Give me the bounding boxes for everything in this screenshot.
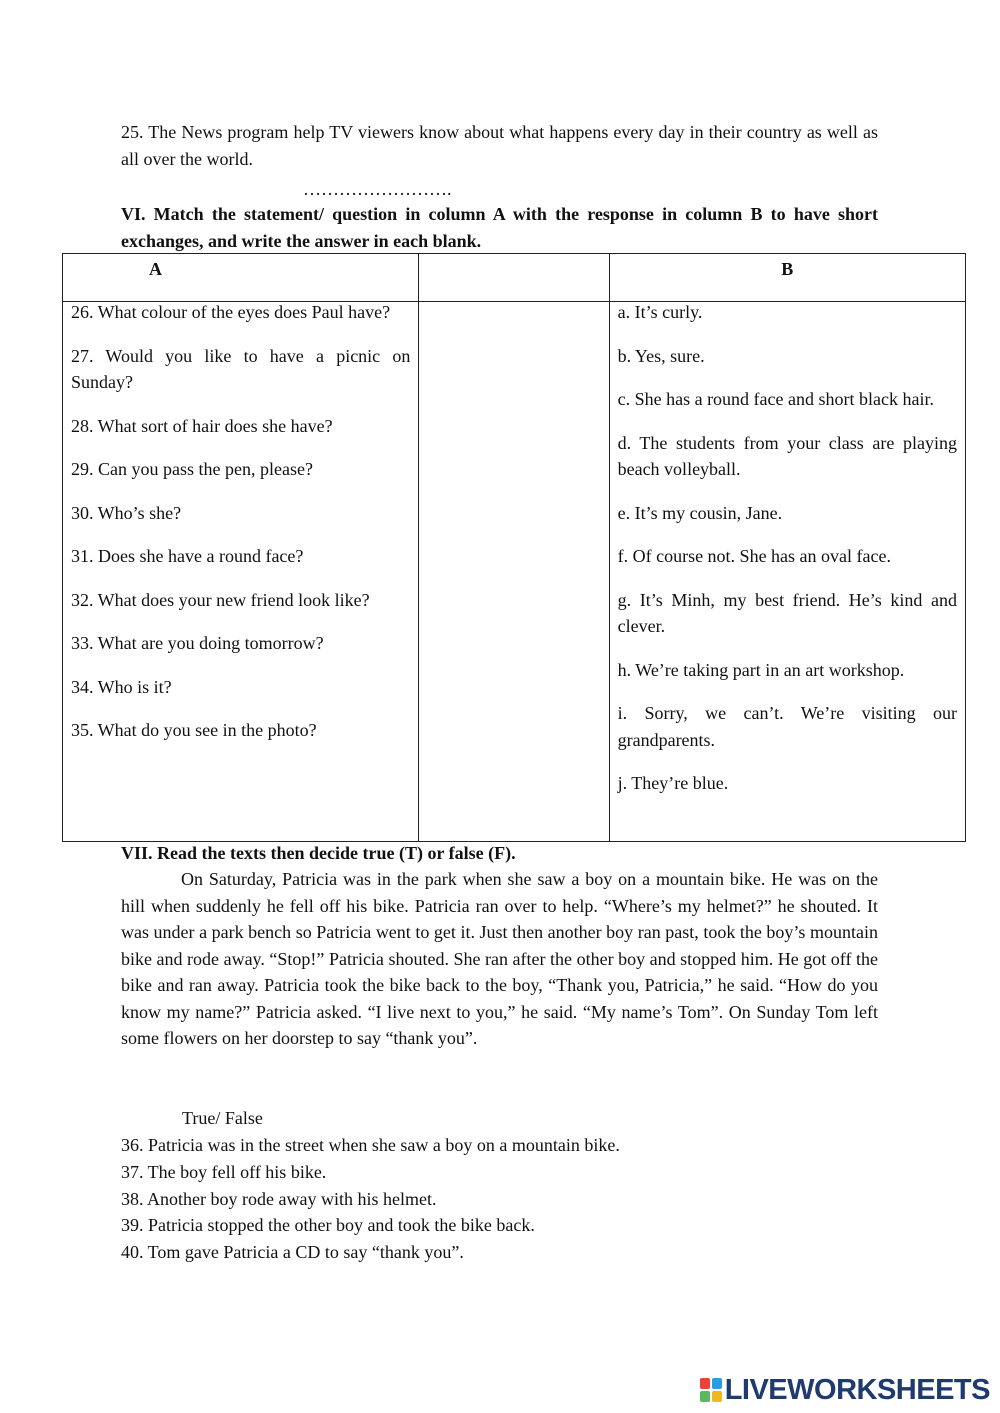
statement-item: 39. Patricia stopped the other boy and took the bike back. <box>121 1215 535 1236</box>
true-false-label: True/ False <box>182 1108 263 1128</box>
column-b-item: a. It’s curly. <box>617 302 703 322</box>
column-a-item: 26. What colour of the eyes does Paul have? <box>71 302 391 322</box>
statement-item: 38. Another boy rode away with his helmet. <box>121 1188 437 1209</box>
column-a-item: 31. Does she have a round face? <box>71 546 304 566</box>
column-b-item: e. It’s my cousin, Jane. <box>617 502 783 523</box>
column-b-item: g. It’s Minh, my best friend. He’s kind and clever. <box>617 589 957 636</box>
column-b-list <box>610 299 965 797</box>
statement-item: 37. The boy fell off his bike. <box>121 1161 327 1182</box>
column-b-item: i. Sorry, we can’t. We’re visiting our grandparents. <box>617 703 957 750</box>
column-b-item: f. Of course not. She has an oval face. <box>617 546 891 566</box>
question-25: 25. The News program help TV viewers know about what happens every day in their country as well as all over the world. <box>121 122 878 169</box>
answer-column-header <box>419 254 609 302</box>
column-a-list <box>63 299 418 744</box>
column-b-item: d. The students from your class are playing beach volleyball. <box>617 432 957 479</box>
section-7-heading: VII. Read the texts then decide true (T) or false (F). <box>121 843 516 863</box>
statement-item: 40. Tom gave Patricia a CD to say “thank you”. <box>121 1242 464 1263</box>
section-6-heading: VI. Match the statement/ question in column A with the response in column B to have short exchanges, and write the answer in each blank. <box>121 204 878 251</box>
answer-blank-cell[interactable] <box>419 302 609 842</box>
column-a-item: 34. Who is it? <box>71 676 172 697</box>
column-a-item: 28. What sort of hair does she have? <box>71 415 333 436</box>
true-false-statements <box>121 1132 878 1266</box>
column-a-item: 32. What does your new friend look like? <box>71 589 370 610</box>
column-a-item: 27. Would you like to have a picnic on Sunday? <box>71 345 411 392</box>
column-a-header: A <box>63 254 419 302</box>
statement-item: 36. Patricia was in the street when she saw a boy on a mountain bike. <box>121 1135 620 1155</box>
column-a-item: 33. What are you doing tomorrow? <box>71 633 324 653</box>
column-a-item: 30. Who’s she? <box>71 502 182 523</box>
column-b-header: B <box>609 254 965 302</box>
column-b-item: b. Yes, sure. <box>617 345 705 366</box>
column-b-item: j. They’re blue. <box>617 773 729 793</box>
column-b-cell <box>609 302 965 842</box>
logo-mark-icon <box>700 1378 722 1402</box>
answer-dots: ……………………. <box>303 179 452 199</box>
liveworksheets-logo <box>700 1375 990 1405</box>
column-a-item: 35. What do you see in the photo? <box>71 720 317 740</box>
reading-passage: On Saturday, Patricia was in the park when she saw a boy on a mountain bike. He was on the hill when suddenly he fell off his bike. Patricia ran over to help. “Where’s my helmet?” he shouted. It was under a park bench so Patricia went to get it. Just then another boy ran past, took the boy’s mountain bike and rode away. “Stop!” Patricia shouted. She ran after the other boy and stopped him. He got off the bike and ran away. Patricia took the bike back to the boy, “Thank you, Patricia,” he said. “How do you know my name?” Patricia asked. “I live next to you,” he said. “My name’s Tom”. On Sunday Tom left some flowers on her doorstep to say “thank you”. <box>121 869 878 1048</box>
logo-text: LIVEWORKSHEETS <box>724 1374 990 1406</box>
column-b-item: c. She has a round face and short black hair. <box>617 389 934 409</box>
column-b-item: h. We’re taking part in an art workshop. <box>617 659 905 680</box>
column-a-item: 29. Can you pass the pen, please? <box>71 459 313 479</box>
column-a-cell <box>63 302 419 842</box>
matching-table <box>62 253 966 842</box>
